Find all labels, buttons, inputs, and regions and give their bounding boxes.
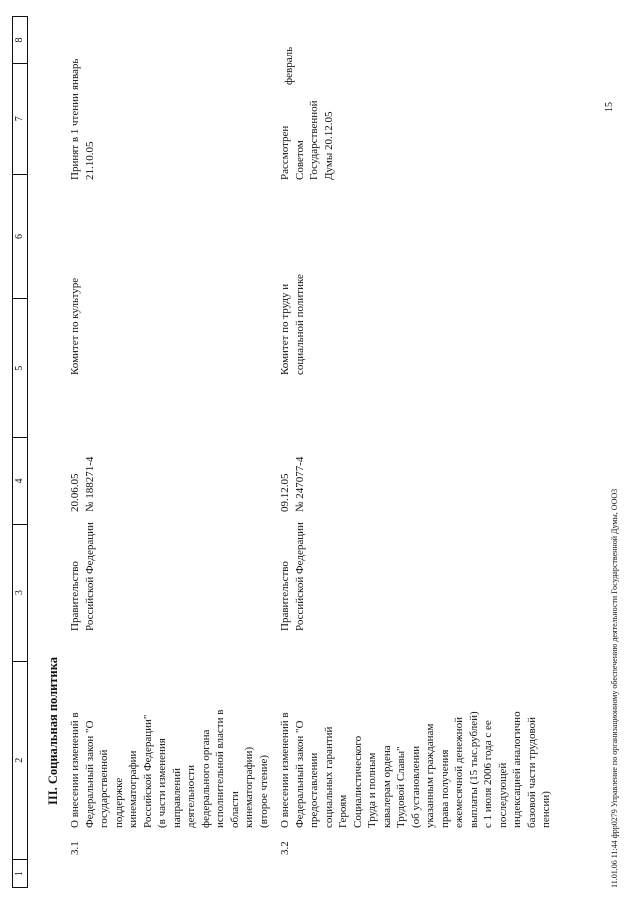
row-3-1-registration: 20.06.05 № 188271-4 [69, 456, 96, 512]
page-number: 15 [604, 102, 615, 112]
row-3-2-month: февраль [283, 46, 295, 85]
row-3-1-title: О внесении изменений в Федеральный закон "О государственной поддержке кинематографии Российской Федерации" (в части изменения направлений деятельности федерального органа исполнительной власти в области кинематографии) (второе чтение) [69, 709, 270, 828]
row-3-2-number: 3.2 [279, 841, 291, 855]
row-3-2-initiator: Правительство Российской Федерации [279, 522, 306, 631]
column-header-7: 7 [13, 63, 27, 174]
row-3-2-registration: 09.12.05 № 247077-4 [279, 456, 306, 512]
row-3-1-initiator: Правительство Российской Федерации [69, 522, 96, 631]
column-header-5: 5 [13, 298, 27, 437]
column-header-6: 6 [13, 174, 27, 299]
column-header-3: 3 [13, 524, 27, 661]
document-footer: 11.01.06 11:44 фрр0279 Управление по организационному обеспечению деятельности Государственной Думы, ООО3 [610, 488, 619, 888]
row-3-2-committee: Комитет по труду и социальной политике [279, 274, 306, 375]
column-header-row [12, 16, 28, 888]
row-3-1-number: 3.1 [69, 841, 81, 855]
column-header-4: 4 [13, 437, 27, 524]
row-3-2-title: О внесении изменений в Федеральный закон "О предоставлении социальных гарантий Героям Социалистического Труда и полным кавалерам ордена Трудовой Славы" (об установлении указанным гражданам права получения ежемесячной денежной выплаты (15 тыс.рублей) с 1 июля 2006 года с ее последующей индексацией аналогично базовой части трудовой пенсии) [279, 711, 552, 828]
row-3-1-month: январь [69, 58, 81, 90]
column-header-1: 1 [13, 859, 27, 887]
column-header-2: 2 [13, 661, 27, 860]
row-3-1-committee: Комитет по культуре [69, 277, 81, 375]
row-3-1-status: Принят в 1 чтении 21.10.05 [69, 93, 96, 180]
section-title: III. Социальная политика [46, 657, 60, 805]
row-3-2-status: Рассмотрен Советом Государственной Думы 20.12.05 [279, 100, 335, 180]
column-header-8: 8 [14, 37, 25, 43]
